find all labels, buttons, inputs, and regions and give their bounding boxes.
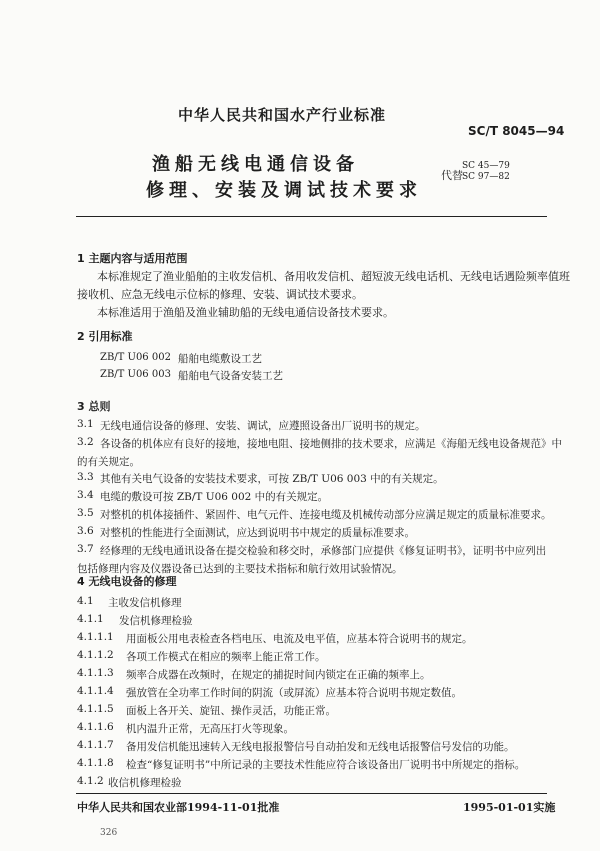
clause-text: 各项工作模式在相应的频率上能正常工作。 <box>126 651 326 663</box>
clause-text: 检查“修复证明书”中所记录的主要技术性能应符合该设备出厂说明书中所规定的指标。 <box>126 759 526 771</box>
clause-text: 对整机的机体接插件、紧固件、电气元件、连接电缆及机械传动部分应满足规定的质量标准要求。 <box>100 509 552 521</box>
clause-number: 3.3 <box>77 471 94 483</box>
page-number: 326 <box>100 828 118 838</box>
effective-date: 1995-01-01实施 <box>463 801 556 814</box>
paragraph-line: 本标准适用于渔船及渔业辅助船的无线电通信设备技术要求。 <box>97 306 394 319</box>
clause-text-continued: 包括修理内容及仪器设备已达到的主要技术指标和航行效用试验情况。 <box>77 563 403 575</box>
clause-number: 4.1.1.3 <box>77 667 114 679</box>
clause-text: 其他有关电气设备的安装技术要求，可按 ZB/T U06 003 中的有关规定。 <box>100 473 444 485</box>
replaced-standard: SC 45—79 <box>462 161 510 171</box>
clause-number: 3.6 <box>77 525 94 537</box>
replaces-label: 代替 <box>441 169 463 182</box>
clause-number: 4.1.1.1 <box>77 631 114 643</box>
clause-text: 主收发信机修理 <box>108 597 182 609</box>
section-heading: 2 引用标准 <box>77 330 133 343</box>
section-heading: 4 无线电设备的修理 <box>77 575 177 588</box>
clause-text: 经修理的无线电通讯设备在提交检验和移交时，承修部门应提供《修复证明书》，证明书中应列出 <box>100 545 547 557</box>
clause-number: 3.2 <box>77 436 94 448</box>
replaced-standard: SC 97—82 <box>462 172 510 182</box>
clause-number: 4.1.1.5 <box>77 703 114 715</box>
paragraph-line: 本标准规定了渔业船舶的主收发信机、备用收发信机、超短波无线电话机、无线电话遇险频率值班 <box>97 270 570 283</box>
document-title-line2: 修理、安装及调试技术要求 <box>146 180 422 201</box>
standard-code: SC/T 8045—94 <box>468 124 565 138</box>
clause-text: 发信机修理检验 <box>119 615 193 627</box>
clause-text-continued: 的有关规定。 <box>77 456 140 468</box>
footer-divider <box>76 793 547 794</box>
reference-code: ZB/T U06 002 <box>100 352 171 363</box>
clause-number: 4.1.1.4 <box>77 685 114 697</box>
clause-number: 4.1.1 <box>77 613 104 625</box>
clause-number: 4.1.2 <box>77 775 104 787</box>
clause-text: 面板上各开关、旋钮、操作灵活，功能正常。 <box>126 705 336 717</box>
header-divider <box>76 216 547 217</box>
paragraph-line: 接收机、应急无线电示位标的修理、安装、调试技术要求。 <box>77 288 363 301</box>
clause-text: 收信机修理检验 <box>108 777 182 789</box>
clause-number: 3.1 <box>77 418 94 430</box>
clause-text: 频率合成器在改频时，在规定的捕捉时间内锁定在正确的频率上。 <box>126 669 431 681</box>
reference-code: ZB/T U06 003 <box>100 369 171 380</box>
section-heading: 3 总则 <box>77 400 111 413</box>
clause-text: 用面板公用电表检查各档电压、电流及电平值，应基本符合说明书的规定。 <box>126 633 473 645</box>
clause-text: 备用发信机能迅速转入无线电报报警信号自动拍发和无线电话报警信号发信的功能。 <box>126 741 515 753</box>
section-heading: 1 主题内容与适用范围 <box>77 252 188 265</box>
clause-number: 4.1.1.8 <box>77 757 114 769</box>
clause-number: 3.4 <box>77 489 94 501</box>
standard-org: 中华人民共和国水产行业标准 <box>178 106 387 124</box>
reference-title: 船舶电缆敷设工艺 <box>178 353 262 365</box>
clause-text: 电缆的敷设可按 ZB/T U06 002 中的有关规定。 <box>100 491 329 503</box>
reference-title: 船舶电气设备安装工艺 <box>178 370 283 382</box>
issued-by: 中华人民共和国农业部1994-11-01批准 <box>77 801 280 814</box>
clause-number: 3.7 <box>77 543 94 555</box>
clause-text: 无线电通信设备的修理、安装、调试，应遵照设备出厂说明书的规定。 <box>100 420 426 432</box>
document-title-line1: 渔船无线电通信设备 <box>152 154 359 175</box>
clause-text: 对整机的性能进行全面测试，应达到说明书中规定的质量标准要求。 <box>100 527 415 539</box>
clause-number: 4.1 <box>77 595 94 607</box>
clause-number: 4.1.1.7 <box>77 739 114 751</box>
clause-number: 3.5 <box>77 507 94 519</box>
clause-number: 4.1.1.6 <box>77 721 114 733</box>
clause-text: 强放管在全功率工作时间的阴流（或屏流）应基本符合说明书规定数值。 <box>126 687 462 699</box>
clause-number: 4.1.1.2 <box>77 649 114 661</box>
clause-text: 机内温升正常，无高压打火等现象。 <box>126 723 294 735</box>
clause-text: 各设备的机体应有良好的接地，接地电阻、接地侧排的技术要求，应满足《海船无线电设备规范》中 <box>100 438 562 450</box>
